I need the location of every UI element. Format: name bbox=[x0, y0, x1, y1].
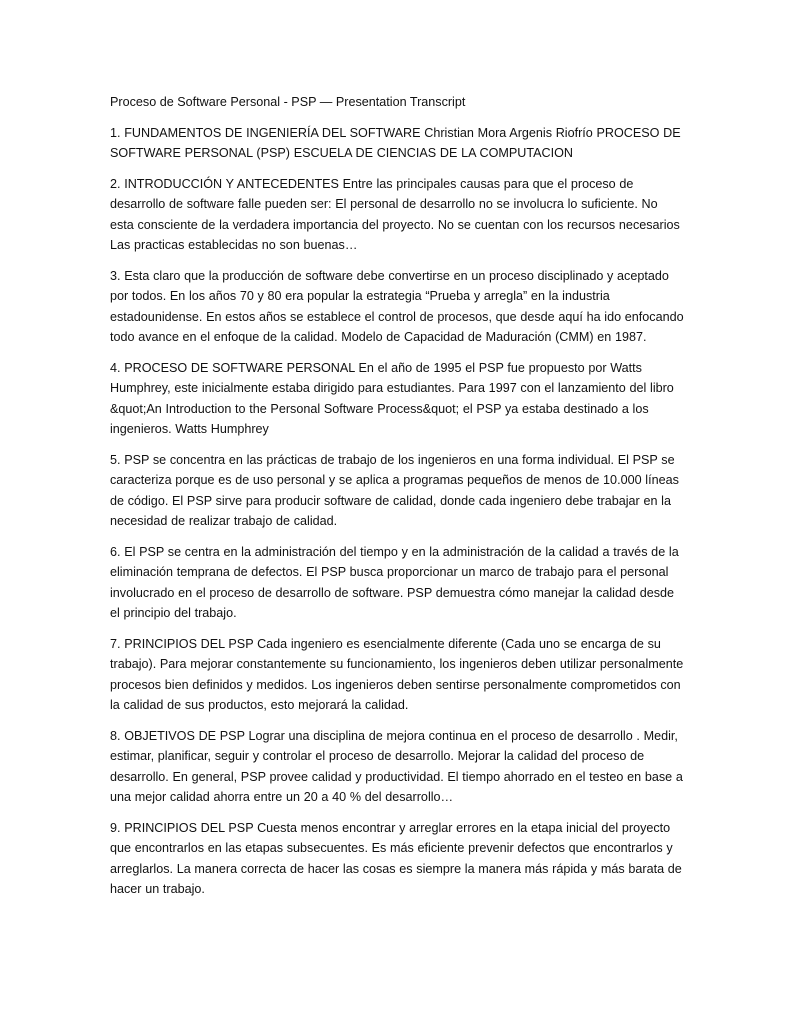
paragraph-8: 8. OBJETIVOS DE PSP Lograr una disciplina de mejora continua en el proceso de desarrollo . Medir, estimar, planificar, seguir y controlar el proceso de desarrollo. Mejorar la calidad del proceso de desarrollo. En general, PSP provee calidad y productividad. El tiempo ahorrado en el testeo en base a una mejor calidad ahorra entre un 20 a 40 % del desarrollo… bbox=[110, 728, 683, 804]
paragraph-9: 9. PRINCIPIOS DEL PSP Cuesta menos encontrar y arreglar errores en la etapa inicial del proyecto que encontrarlos en las etapas subsecuentes. Es más eficiente prevenir defectos que encontrarlos y arreglarlos. La manera correcta de hacer las cosas es siempre la manera más rápida y más barata de hacer un trabajo. bbox=[110, 820, 682, 896]
paragraph-2: 2. INTRODUCCIÓN Y ANTECEDENTES Entre las principales causas para que el proceso de desarrollo de software falle pueden ser: El personal de desarrollo no se involucra lo suficiente. No esta consciente de la verdadera importancia del proyecto. No se cuentan con los recursos necesarios Las practicas establecidas no son buenas… bbox=[110, 176, 680, 252]
paragraph-4: 4. PROCESO DE SOFTWARE PERSONAL En el año de 1995 el PSP fue propuesto por Watts Humphrey, este inicialmente estaba dirigido para estudiantes. Para 1997 con el lanzamiento del libro &quot;An Introduction to the Personal Software Process&quot; el PSP ya estaba destinado a los ingenieros. Watts Humphrey bbox=[110, 360, 674, 436]
paragraph-7: 7. PRINCIPIOS DEL PSP Cada ingeniero es esencialmente diferente (Cada uno se encarga de su trabajo). Para mejorar constantemente su funcionamiento, los ingenieros deben utilizar personalmente procesos bien definidos y medidos. Los ingenieros deben sentirse personalmente comprometidos con la calidad de sus productos, esto mejorará la calidad. bbox=[110, 636, 684, 712]
paragraph-6: 6. El PSP se centra en la administración del tiempo y en la administración de la calidad a través de la eliminación temprana de defectos. El PSP busca proporcionar un marco de trabajo para el personal involucrado en el proceso de desarrollo de software. PSP demuestra cómo manejar la calidad desde el principio del trabajo. bbox=[110, 544, 679, 620]
paragraph-1: 1. FUNDAMENTOS DE INGENIERÍA DEL SOFTWARE Christian Mora Argenis Riofrío PROCESO DE SOFTWARE PERSONAL (PSP) ESCUELA DE CIENCIAS DE LA COMPUTACION bbox=[110, 125, 681, 160]
document-title: Proceso de Software Personal - PSP — Presentation Transcript bbox=[110, 95, 466, 109]
paragraph-3: 3. Esta claro que la producción de software debe convertirse en un proceso disciplinado y aceptado por todos. En los años 70 y 80 era popular la estrategia “Prueba y arregla” en la industria estadounidense. En estos años se establece el control de procesos, que desde aquí ha ido enfocando todo avance en el enfoque de la calidad. Modelo de Capacidad de Maduración (CMM) en 1987. bbox=[110, 268, 684, 344]
document-page bbox=[110, 92, 684, 910]
paragraph-5: 5. PSP se concentra en las prácticas de trabajo de los ingenieros en una forma individual. El PSP se caracteriza porque es de uso personal y se aplica a programas pequeños de menos de 10.000 líneas de código. El PSP sirve para producir software de calidad, donde cada ingeniero debe trabajar en la necesidad de realizar trabajo de calidad. bbox=[110, 452, 679, 528]
